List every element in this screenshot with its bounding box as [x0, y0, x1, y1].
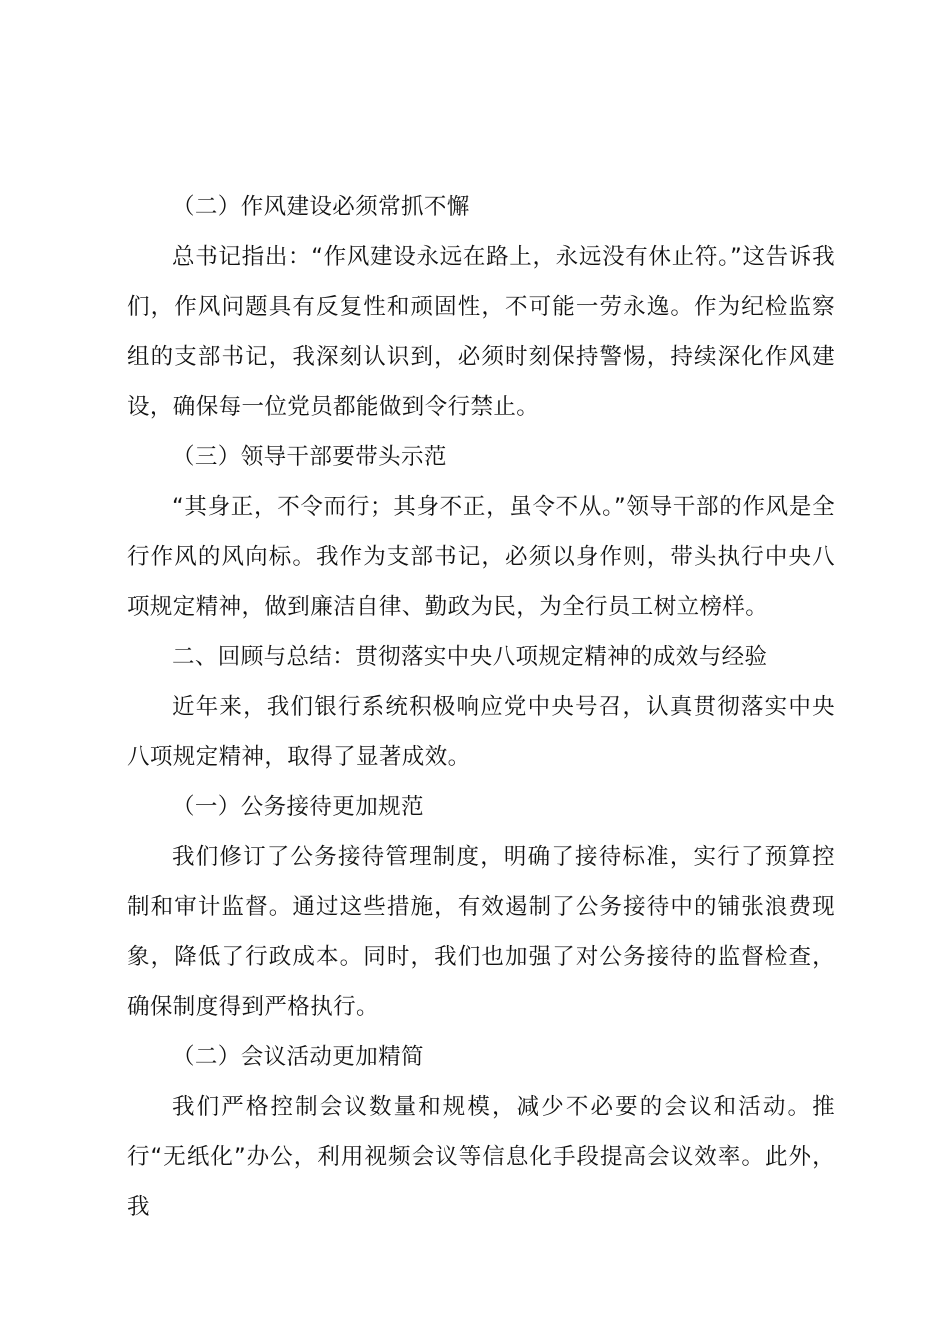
section-heading-review-summary: 二、回顾与总结：贯彻落实中央八项规定精神的成效与经验 [172, 644, 768, 670]
section-heading-official-reception: （一）公务接待更加规范 [172, 794, 424, 820]
paragraph-official-reception: 我们修订了公务接待管理制度，明确了接待标准，实行了预算控制和审计监督。通过这些措施，有效遏制了公务接待中的铺张浪费现象，降低了行政成本。同时，我们也加强了对公务接待的监督检查，确保制度得到严格执行。 [127, 844, 835, 1020]
paragraph-leaders-example: “其身正，不令而行；其身不正，虽令不从。”领导干部的作风是全行作风的风向标。我作为支部书记，必须以身作则，带头执行中央八项规定精神，做到廉洁自律、勤政为民，为全行员工树立榜样。 [127, 494, 835, 620]
paragraph-meetings: 我们严格控制会议数量和规模，减少不必要的会议和活动。推行“无纸化”办公，利用视频会议等信息化手段提高会议效率。此外，我 [127, 1094, 835, 1220]
section-heading-style-persistence: （二）作风建设必须常抓不懈 [172, 194, 470, 220]
paragraph-recent-results: 近年来，我们银行系统积极响应党中央号召，认真贯彻落实中央八项规定精神，取得了显著成效。 [127, 694, 835, 770]
document-body [127, 182, 835, 1232]
section-heading-leaders-lead: （三）领导干部要带头示范 [172, 444, 447, 470]
paragraph-style-building-quote: 总书记指出：“作风建设永远在路上，永远没有休止符。”这告诉我们，作风问题具有反复性和顽固性，不可能一劳永逸。作为纪检监察组的支部书记，我深刻认识到，必须时刻保持警惕，持续深化作风建设，确保每一位党员都能做到令行禁止。 [127, 244, 835, 420]
section-heading-meetings: （二）会议活动更加精简 [172, 1044, 424, 1070]
